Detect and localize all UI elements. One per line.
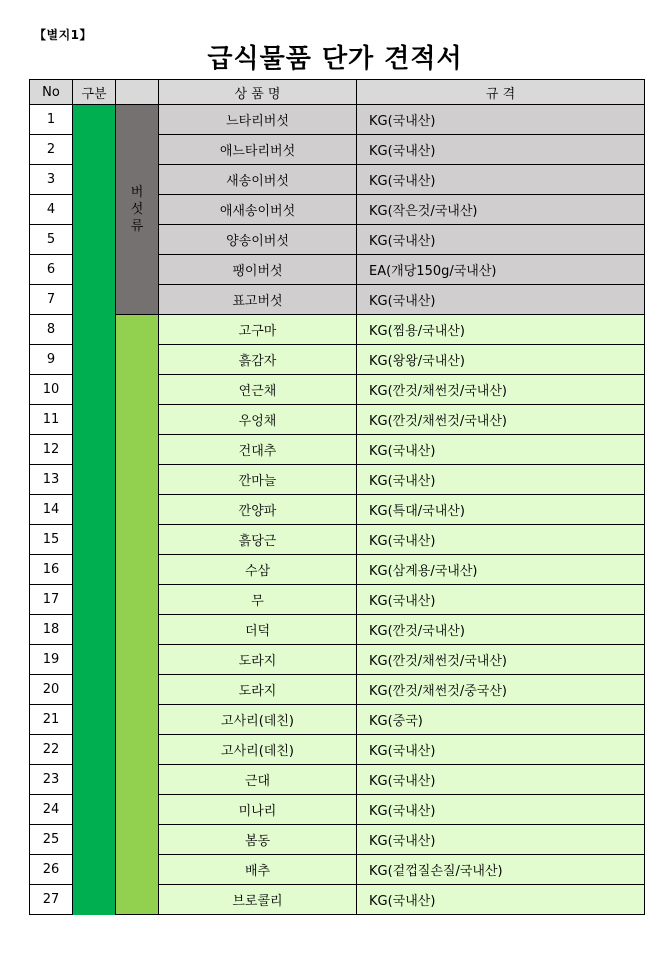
product-name: 흙당근 <box>159 525 357 555</box>
row-number: 25 <box>30 825 73 855</box>
row-number: 24 <box>30 795 73 825</box>
product-spec: KG(국내산) <box>357 765 645 795</box>
document-title: 급식물품 단가 견적서 <box>207 44 463 74</box>
row-number: 18 <box>30 615 73 645</box>
row-number: 9 <box>30 345 73 375</box>
product-name: 더덕 <box>159 615 357 645</box>
product-name: 무 <box>159 585 357 615</box>
product-name: 배추 <box>159 855 357 885</box>
row-number: 1 <box>30 105 73 135</box>
product-spec: KG(왕왕/국내산) <box>357 345 645 375</box>
row-number: 20 <box>30 675 73 705</box>
product-spec: KG(국내산) <box>357 735 645 765</box>
row-number: 14 <box>30 495 73 525</box>
product-name: 우엉채 <box>159 405 357 435</box>
product-name: 새송이버섯 <box>159 165 357 195</box>
column-header-spec: 규 격 <box>357 80 645 105</box>
product-spec: KG(국내산) <box>357 435 645 465</box>
product-spec: KG(국내산) <box>357 135 645 165</box>
row-number: 10 <box>30 375 73 405</box>
subcategory-cell <box>116 315 159 915</box>
row-number: 13 <box>30 465 73 495</box>
product-name: 애새송이버섯 <box>159 195 357 225</box>
row-number: 5 <box>30 225 73 255</box>
row-number: 21 <box>30 705 73 735</box>
category-cell <box>73 105 116 915</box>
product-spec: KG(깐것/채썬것/국내산) <box>357 405 645 435</box>
product-spec: KG(겉껍질손질/국내산) <box>357 855 645 885</box>
subcategory-cell <box>116 105 159 315</box>
product-spec: KG(국내산) <box>357 285 645 315</box>
product-spec: KG(국내산) <box>357 825 645 855</box>
product-spec: KG(작은것/국내산) <box>357 195 645 225</box>
product-name: 깐마늘 <box>159 465 357 495</box>
product-spec: KG(국내산) <box>357 225 645 255</box>
row-number: 2 <box>30 135 73 165</box>
product-spec: KG(국내산) <box>357 885 645 915</box>
row-number: 27 <box>30 885 73 915</box>
product-name: 봄동 <box>159 825 357 855</box>
product-spec: KG(국내산) <box>357 165 645 195</box>
product-name: 브로콜리 <box>159 885 357 915</box>
product-spec: KG(국내산) <box>357 105 645 135</box>
product-name: 미나리 <box>159 795 357 825</box>
row-number: 26 <box>30 855 73 885</box>
row-number: 4 <box>30 195 73 225</box>
row-number: 17 <box>30 585 73 615</box>
product-name: 연근채 <box>159 375 357 405</box>
product-spec: KG(삼계용/국내산) <box>357 555 645 585</box>
product-spec: EA(개당150g/국내산) <box>357 255 645 285</box>
product-spec: KG(국내산) <box>357 585 645 615</box>
table-row <box>30 105 645 135</box>
row-number: 11 <box>30 405 73 435</box>
row-number: 3 <box>30 165 73 195</box>
product-name: 도라지 <box>159 675 357 705</box>
product-name: 느타리버섯 <box>159 105 357 135</box>
product-name: 도라지 <box>159 645 357 675</box>
column-header-category: 구분 <box>73 80 116 105</box>
table-row <box>30 315 645 345</box>
product-spec: KG(국내산) <box>357 465 645 495</box>
subcategory-label: 버섯류 <box>130 184 144 234</box>
product-spec: KG(깐것/채썬것/국내산) <box>357 375 645 405</box>
product-spec: KG(특대/국내산) <box>357 495 645 525</box>
product-name: 팽이버섯 <box>159 255 357 285</box>
product-name: 깐양파 <box>159 495 357 525</box>
product-spec: KG(국내산) <box>357 795 645 825</box>
product-name: 고사리(데친) <box>159 735 357 765</box>
column-header-no: No <box>30 80 73 105</box>
product-spec: KG(깐것/채썬것/중국산) <box>357 675 645 705</box>
column-header-subcategory <box>116 80 159 105</box>
row-number: 22 <box>30 735 73 765</box>
row-number: 15 <box>30 525 73 555</box>
product-name: 근대 <box>159 765 357 795</box>
row-number: 19 <box>30 645 73 675</box>
product-spec: KG(깐것/채썬것/국내산) <box>357 645 645 675</box>
product-name: 고사리(데친) <box>159 705 357 735</box>
product-spec: KG(찜용/국내산) <box>357 315 645 345</box>
row-number: 7 <box>30 285 73 315</box>
product-name: 양송이버섯 <box>159 225 357 255</box>
table-header-row <box>30 80 645 105</box>
product-name: 흙감자 <box>159 345 357 375</box>
annex-label: 【별지1】 <box>34 28 93 42</box>
column-header-product: 상 품 명 <box>159 80 357 105</box>
product-name: 표고버섯 <box>159 285 357 315</box>
table-body <box>30 105 645 915</box>
row-number: 12 <box>30 435 73 465</box>
product-name: 고구마 <box>159 315 357 345</box>
product-spec: KG(국내산) <box>357 525 645 555</box>
product-spec: KG(중국) <box>357 705 645 735</box>
row-number: 16 <box>30 555 73 585</box>
quotation-table <box>29 79 645 915</box>
row-number: 23 <box>30 765 73 795</box>
product-name: 수삼 <box>159 555 357 585</box>
product-name: 애느타리버섯 <box>159 135 357 165</box>
product-spec: KG(깐것/국내산) <box>357 615 645 645</box>
row-number: 6 <box>30 255 73 285</box>
product-name: 건대추 <box>159 435 357 465</box>
row-number: 8 <box>30 315 73 345</box>
